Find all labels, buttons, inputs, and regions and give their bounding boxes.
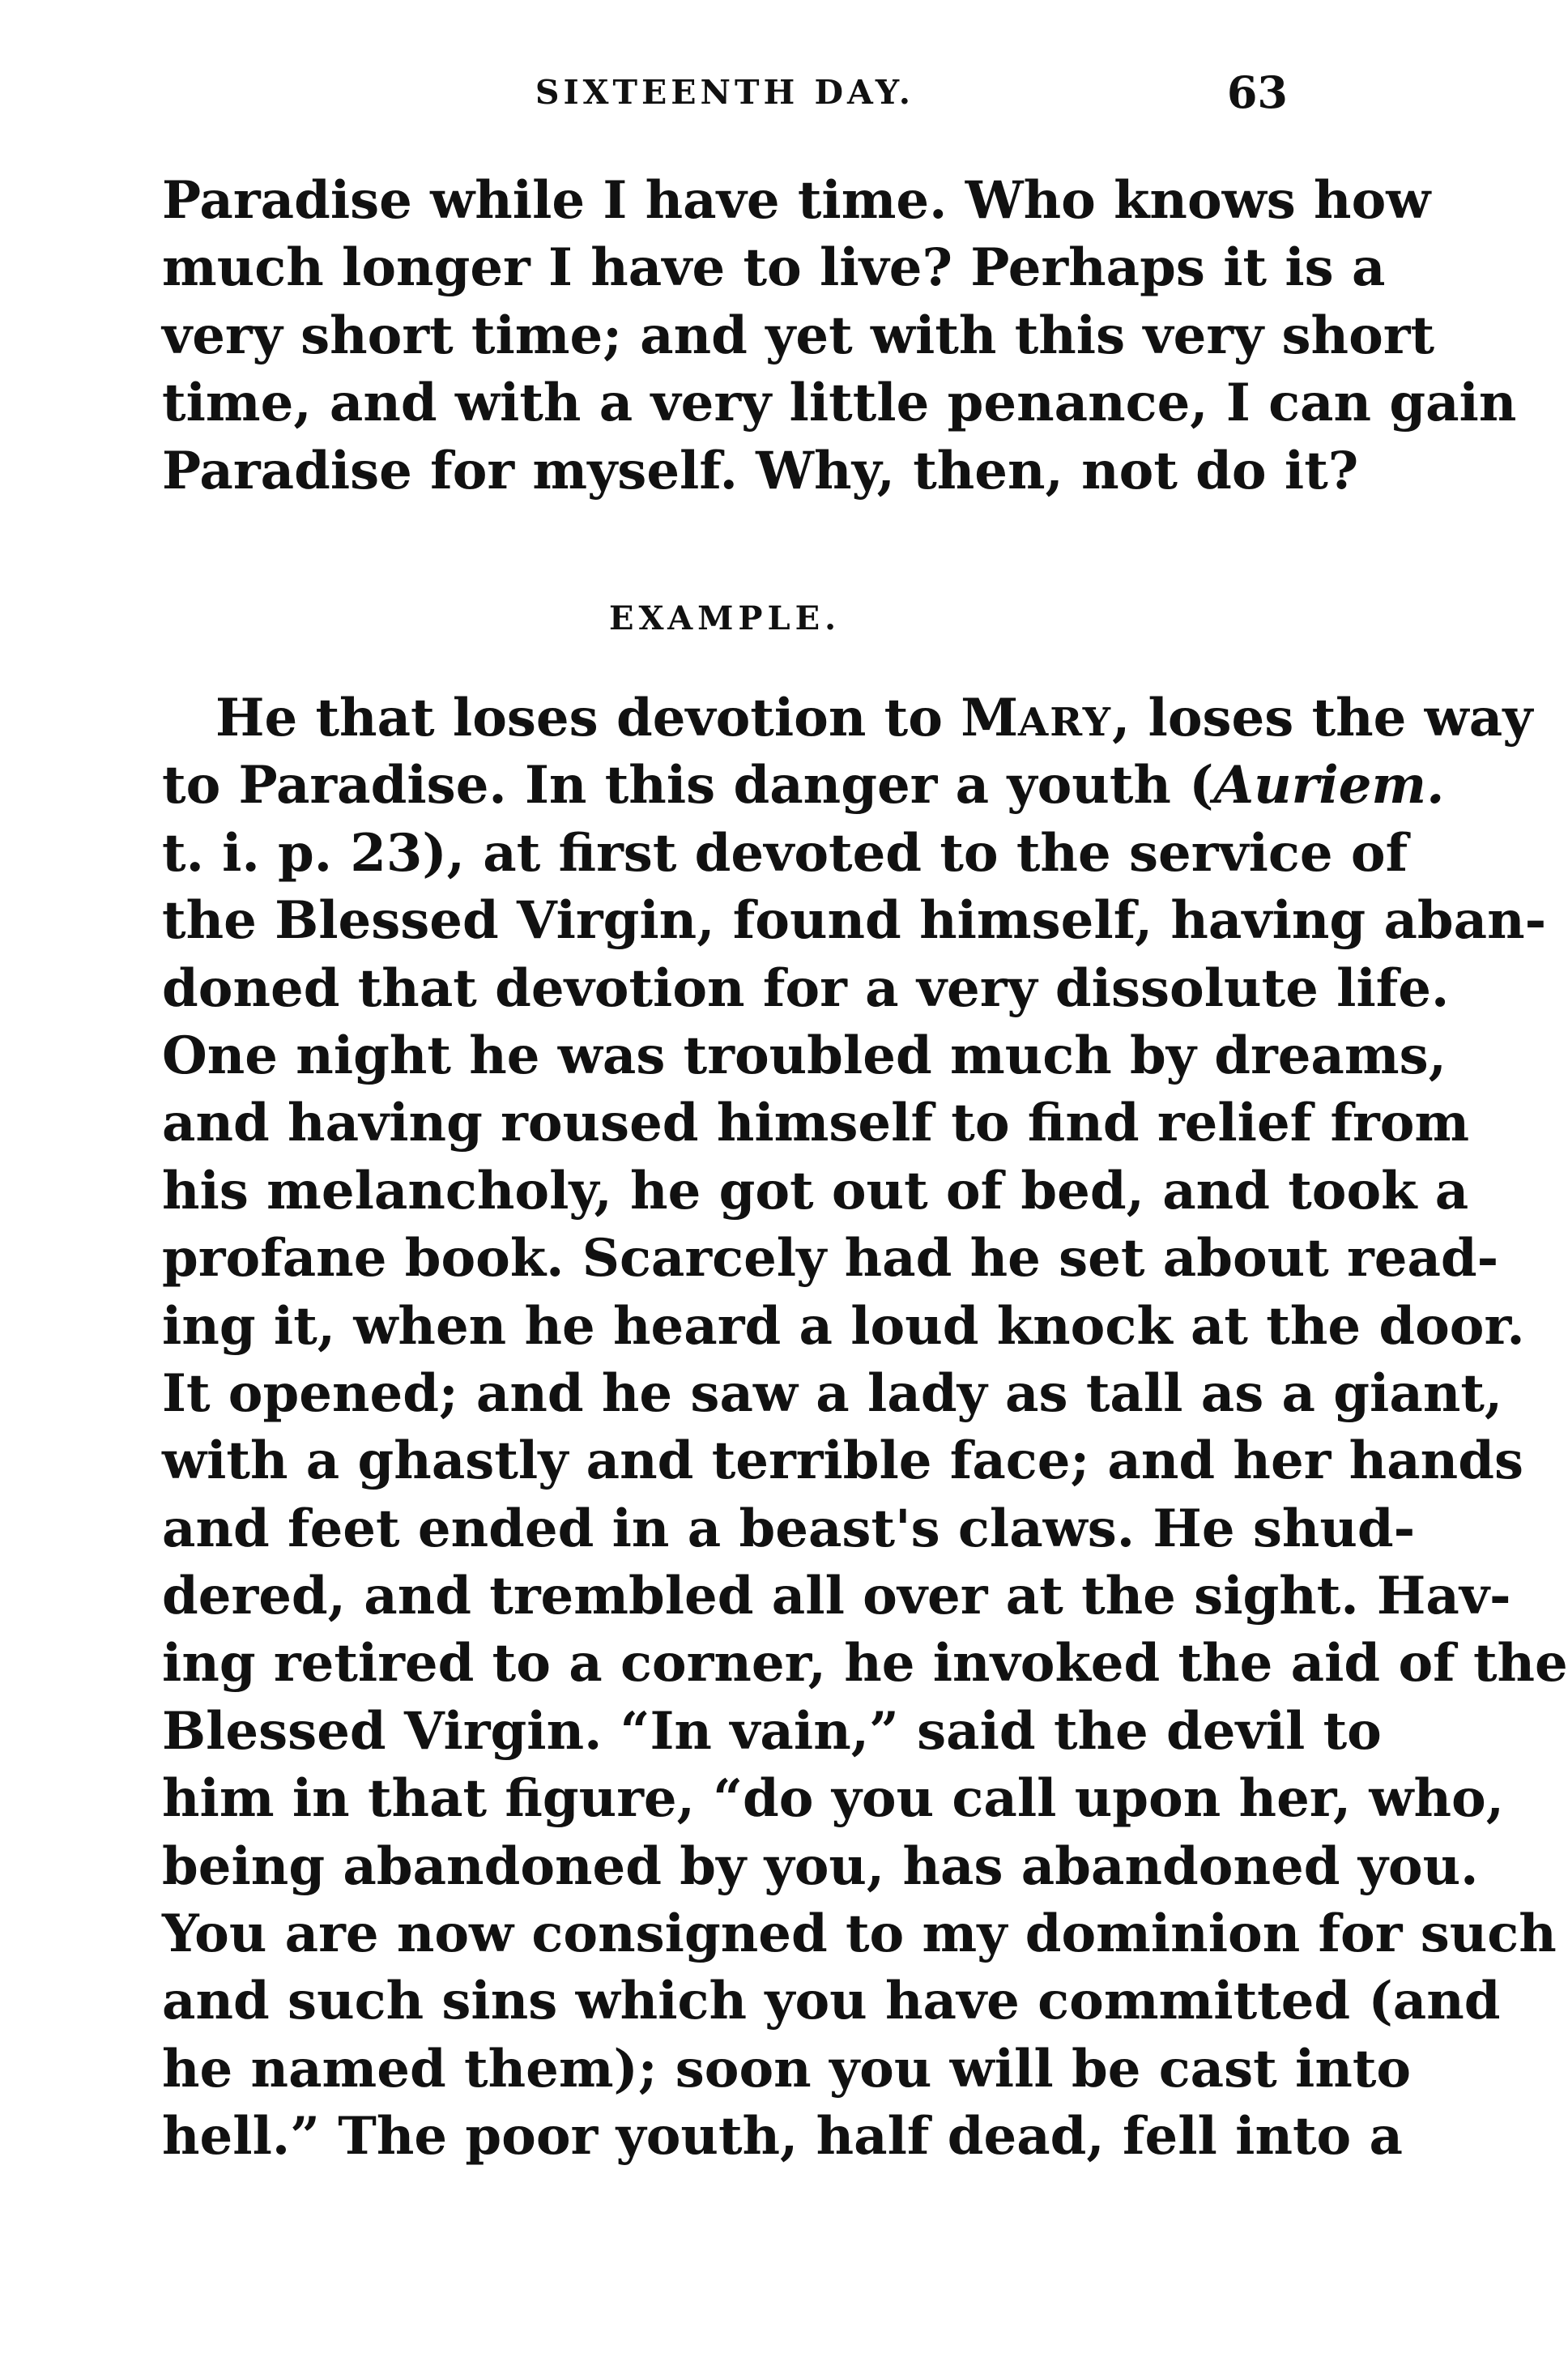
name-mary (961, 688, 1112, 748)
page-number: 63 (1226, 66, 1288, 118)
text-line: and having roused himself to find relief from (162, 1093, 1470, 1154)
example-heading: EXAMPLE. (608, 599, 842, 637)
text-line: very short time; and yet with this very short (162, 305, 1435, 366)
text-line: dered, and trembled all over at the sight. Hav- (162, 1566, 1511, 1627)
text-line: ing retired to a corner, he invoked the aid of the (162, 1633, 1568, 1694)
running-head (162, 66, 1288, 131)
text-line: Paradise while I have time. Who knows how (162, 170, 1431, 231)
text-line: with a ghastly and terrible face; and her hands (162, 1430, 1523, 1492)
text-line: ing it, when he heard a loud knock at the door. (162, 1295, 1525, 1357)
text-line: Paradise for myself. Why, then, not do it? (162, 440, 1359, 501)
text-line: t. i. p. 23), at first devoted to the service of (162, 822, 1408, 884)
name-initial: M (961, 688, 1019, 748)
text-line: and feet ended in a beast's claws. He shud- (162, 1498, 1416, 1559)
text-segment: , loses the way (1111, 688, 1533, 748)
text-line: he named them); soon you will be cast into (162, 2038, 1412, 2099)
text-line: time, and with a very little penance, I can gain (162, 373, 1517, 434)
text-line: profane book. Scarcely had he set about read- (162, 1228, 1499, 1289)
text-line: the Blessed Virgin, found himself, having aban- (162, 890, 1547, 952)
top-paragraph (162, 167, 1517, 505)
text-line: much longer I have to live? Perhaps it is a (162, 237, 1386, 299)
text-line: One night he was troubled much by dreams, (162, 1025, 1447, 1086)
citation-italic: Auriem. (1213, 755, 1445, 816)
text-segment: He that loses devotion to (215, 688, 961, 748)
text-line: his melancholy, he got out of bed, and took a (162, 1160, 1469, 1221)
text-line: You are now consigned to my dominion for such (162, 1903, 1557, 1965)
name-small-caps: ARY (1018, 700, 1112, 745)
text-segment: to Paradise. In this danger a youth ( (162, 755, 1214, 816)
text-line (162, 752, 1445, 819)
running-title: SIXTEENTH DAY. (535, 73, 915, 112)
text-line: and such sins which you have committed (and (162, 1971, 1501, 2032)
text-line: being abandoned by you, has abandoned you. (162, 1835, 1479, 1897)
text-line (162, 684, 1533, 752)
example-paragraph (162, 684, 1568, 2171)
text-line: It opened; and he saw a lady as tall as a giant, (162, 1362, 1503, 1424)
text-line: him in that figure, “do you call upon her, who, (162, 1768, 1504, 1830)
text-line: doned that devotion for a very dissolute life. (162, 957, 1450, 1019)
text-line: hell.” The poor youth, half dead, fell into a (162, 2106, 1403, 2168)
text-line: Blessed Virgin. “In vain,” said the devil to (162, 1700, 1382, 1762)
